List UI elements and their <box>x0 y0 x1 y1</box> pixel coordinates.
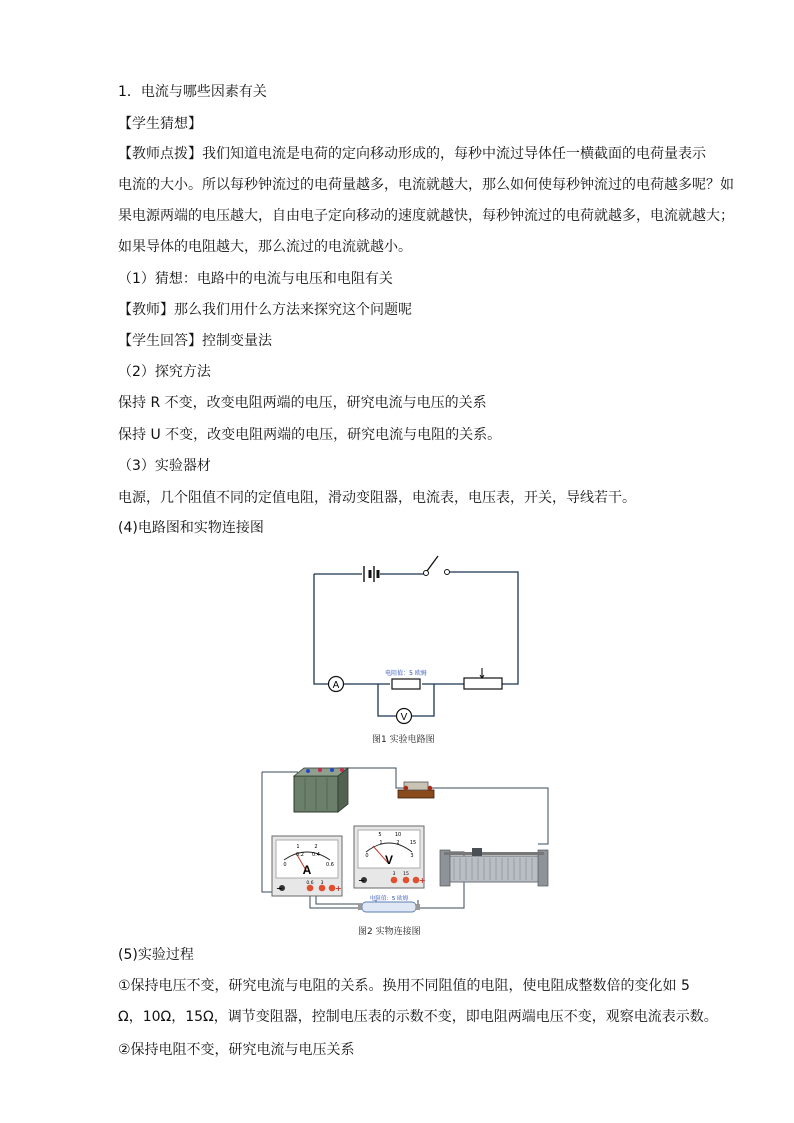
teacher-intro-line-3: 果电源两端的电压越大，自由电子定向移动的速度就越快，每秒钟流过的电荷就越多，电流就越大； <box>118 208 734 224</box>
wire-switch-right <box>448 572 518 684</box>
teacher-intro-line-1: 我们知道电流是电荷的定向移动形成的，每秒中流过导体任一横截面的电荷量表示 <box>202 146 706 162</box>
voltmeter-scale-0: 0 <box>365 853 369 859</box>
method-1: 保持 R 不变，改变电阻两端的电压，研究电流与电压的关系 <box>118 395 487 411</box>
section-title: 1．电流与哪些因素有关 <box>118 84 267 100</box>
voltmeter-scale-15: 15 <box>409 840 417 846</box>
teacher-question: 【教师】那么我们用什么方法来探究这个问题呢 <box>118 302 412 318</box>
teacher-intro-paragraph <box>118 139 734 263</box>
method-title: （2）探究方法 <box>118 364 211 380</box>
voltmeter-minus: − <box>358 876 365 885</box>
teacher-intro-line-2: 电流的大小。所以每秒钟流过的电荷量越多，电流就越大，那么如何使每秒钟流过的电荷越多呢？如 <box>118 177 734 193</box>
resistor-device <box>358 902 420 912</box>
process-1-line-1: ①保持电压不变，研究电流与电阻的关系。换用不同阻值的电阻，使电阻成整数倍的变化如 5 <box>118 978 690 994</box>
wire-left-side <box>314 574 328 684</box>
ammeter-scale-5: 0.6 <box>326 862 334 868</box>
voltmeter-letter: V <box>384 853 394 867</box>
ammeter-scale-3: 0.2 <box>296 852 304 858</box>
diagram-title: (4)电路图和实物连接图 <box>118 520 264 536</box>
ammeter-scale-4: 0.4 <box>312 852 320 858</box>
voltmeter-terminal-3: 3 <box>392 872 396 877</box>
ammeter-terminal-06: 0.6 <box>306 881 314 886</box>
voltmeter-terminal-15: 15 <box>403 872 409 877</box>
ammeter-letter: A <box>302 863 312 877</box>
student-guess-heading: 【学生猜想】 <box>118 116 202 132</box>
process-1-paragraph <box>118 971 718 1033</box>
process-1-line-2: Ω，10Ω，15Ω，调节变阻器，控制电压表的示数不变，即电阻两端电压不变，观察电流表示数。 <box>118 1009 718 1025</box>
process-2: ②保持电阻不变，研究电流与电压关系 <box>118 1042 355 1058</box>
process-title: (5)实验过程 <box>118 947 194 963</box>
figure2-caption: 图2 实物连接图 <box>358 927 421 937</box>
ammeter-scale-1: 1 <box>296 844 300 850</box>
voltmeter-plus: + <box>419 876 426 885</box>
figure1-caption: 图1 实验电路图 <box>372 735 435 745</box>
resistor-label: 电阻值：5 欧姆 <box>369 896 409 902</box>
student-answer: 【学生回答】控制变量法 <box>118 333 272 349</box>
circuit-diagram <box>300 552 530 732</box>
voltmeter-scale-2: 2 <box>396 840 400 846</box>
voltmeter-scale-3: 3 <box>410 853 414 859</box>
ammeter-plus: + <box>335 884 342 893</box>
guess-line: （1）猜想：电路中的电流与电压和电阻有关 <box>118 271 393 287</box>
ammeter-scale-2: 2 <box>314 844 318 850</box>
resistor-symbol <box>392 679 420 689</box>
method-2: 保持 U 不变，改变电阻两端的电压，研究电流与电阻的关系。 <box>118 427 502 443</box>
equipment-list: 电源，几个阻值不同的定值电阻，滑动变阻器，电流表，电压表，开关，导线若干。 <box>118 490 636 506</box>
sliding-rheostat <box>440 848 548 886</box>
battery-pack <box>294 768 348 812</box>
voltmeter-scale-1: 1 <box>379 840 383 846</box>
ammeter-letter: A <box>332 680 340 691</box>
teacher-intro-line-4: 如果导体的电阻越大，那么流过的电流就越小。 <box>118 239 412 255</box>
physical-connection-diagram <box>258 760 554 922</box>
rheostat-symbol <box>464 678 502 689</box>
equipment-title: （3）实验器材 <box>118 458 211 474</box>
voltmeter-scale-5: 5 <box>378 832 382 838</box>
ammeter-minus: − <box>276 884 283 893</box>
resistor-label: 电阻值：5 欧姆 <box>385 670 427 677</box>
switch-symbol <box>424 556 450 576</box>
voltmeter-letter: V <box>400 712 408 723</box>
knife-switch <box>398 782 434 798</box>
ammeter-terminal-3: 3 <box>320 881 324 886</box>
teacher-intro-label: 【教师点拨】 <box>118 146 202 162</box>
voltmeter-scale-10: 10 <box>394 832 402 838</box>
battery-symbol <box>364 566 378 582</box>
ammeter-scale-0: 0 <box>283 862 287 868</box>
